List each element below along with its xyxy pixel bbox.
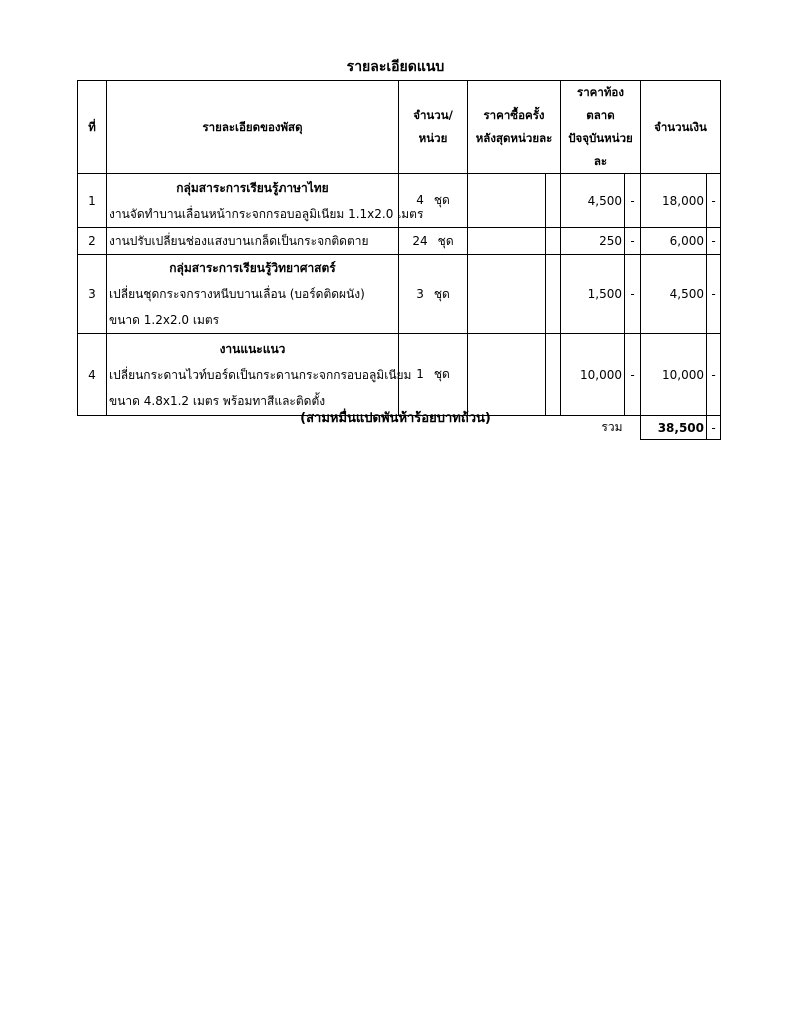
item-quantity	[399, 228, 468, 255]
header-description: รายละเอียดของพัสดุ	[107, 81, 399, 174]
item-description	[107, 334, 412, 416]
item-number: 4	[78, 334, 107, 416]
market-price-value: 1,500	[561, 255, 625, 334]
last-price-dash	[546, 255, 561, 334]
amount-value: 6,000	[641, 228, 707, 255]
table-row	[78, 228, 721, 255]
description-line-2: ขนาด 1.2x2.0 เมตร	[109, 313, 220, 327]
last-price-value	[468, 255, 546, 334]
table-row	[78, 255, 721, 334]
market-price-dash: -	[625, 334, 641, 416]
header-no: ที่	[78, 81, 107, 174]
quantity-unit: ชุด	[433, 193, 450, 207]
amount-in-words: (สามหมื่นแปดพันห้าร้อยบาทถ้วน)	[300, 411, 491, 426]
header-row	[78, 81, 721, 174]
header-market-price-line1: ราคาท้องตลาด	[577, 85, 624, 122]
description-line-1: เปลี่ยนชุดกระจกรางหนีบบานเลื่อน (บอร์ดติดผนัง)	[109, 287, 365, 301]
description-line-1: งานปรับเปลี่ยนช่องแสงบานเกล็ดเป็นกระจกติดตาย	[109, 234, 369, 248]
last-price-dash	[546, 228, 561, 255]
document-title: รายละเอียดแนบ	[346, 59, 445, 75]
amount-dash: -	[707, 334, 721, 416]
quantity-unit: ชุด	[433, 286, 450, 301]
quantity-unit: ชุด	[433, 367, 450, 381]
market-price-dash: -	[625, 174, 641, 228]
amount-value: 4,500	[641, 255, 707, 334]
market-price-value: 250	[561, 228, 625, 255]
last-price-value	[468, 174, 546, 228]
amount-dash: -	[707, 255, 721, 334]
amount-value: 18,000	[641, 174, 707, 228]
details-table	[77, 80, 721, 440]
last-price-value	[468, 334, 546, 416]
quantity-value: 24	[412, 233, 428, 248]
item-number: 1	[78, 174, 107, 228]
market-price-dash: -	[625, 228, 641, 255]
item-description	[107, 174, 424, 228]
header-amount: จำนวนเงิน	[641, 81, 721, 174]
amount-value: 10,000	[641, 334, 707, 416]
header-market-price-line2: ปัจจุบันหน่วยละ	[568, 131, 633, 168]
item-quantity	[399, 255, 468, 334]
header-last-price-line2: หลังสุดหน่วยละ	[475, 131, 553, 145]
amount-dash: -	[707, 174, 721, 228]
group-heading: กลุ่มสาระการเรียนรู้วิทยาศาสตร์	[169, 261, 336, 275]
item-number: 2	[78, 228, 107, 255]
table-row	[78, 174, 721, 228]
header-market-price	[561, 81, 641, 174]
last-price-dash	[546, 174, 561, 228]
quantity-value: 1	[416, 367, 424, 381]
total-dash: -	[707, 416, 721, 440]
total-label: รวม	[601, 420, 623, 435]
market-price-value: 10,000	[561, 334, 625, 416]
amount-dash: -	[707, 228, 721, 255]
item-number: 3	[78, 255, 107, 334]
quantity-value: 4	[416, 193, 424, 207]
quantity-value: 3	[416, 286, 424, 301]
header-last-price	[468, 81, 561, 174]
description-line-1: เปลี่ยนกระดานไวท์บอร์ดเป็นกระดานกระจกกรอบอลูมิเนียม	[109, 367, 412, 382]
table-row	[78, 334, 721, 416]
group-heading: กลุ่มสาระการเรียนรู้ภาษาไทย	[176, 180, 329, 195]
header-last-price-line1: ราคาซื้อครั้ง	[483, 108, 545, 122]
quantity-unit: ชุด	[437, 233, 454, 248]
last-price-dash	[546, 334, 561, 416]
group-heading: งานแนะแนว	[219, 341, 286, 356]
description-line-1: งานจัดทำบานเลื่อนหน้ากระจกกรอบอลูมิเนียม 1.1x2.0 เมตร	[109, 206, 424, 221]
market-price-value: 4,500	[561, 174, 625, 228]
item-description	[107, 228, 399, 255]
total-amount: 38,500	[641, 416, 707, 440]
item-description	[107, 255, 399, 334]
header-quantity: จำนวน/หน่วย	[399, 81, 468, 174]
market-price-dash: -	[625, 255, 641, 334]
last-price-value	[468, 228, 546, 255]
description-line-2: ขนาด 4.8x1.2 เมตร พร้อมทาสีและติดตั้ง	[109, 393, 326, 408]
